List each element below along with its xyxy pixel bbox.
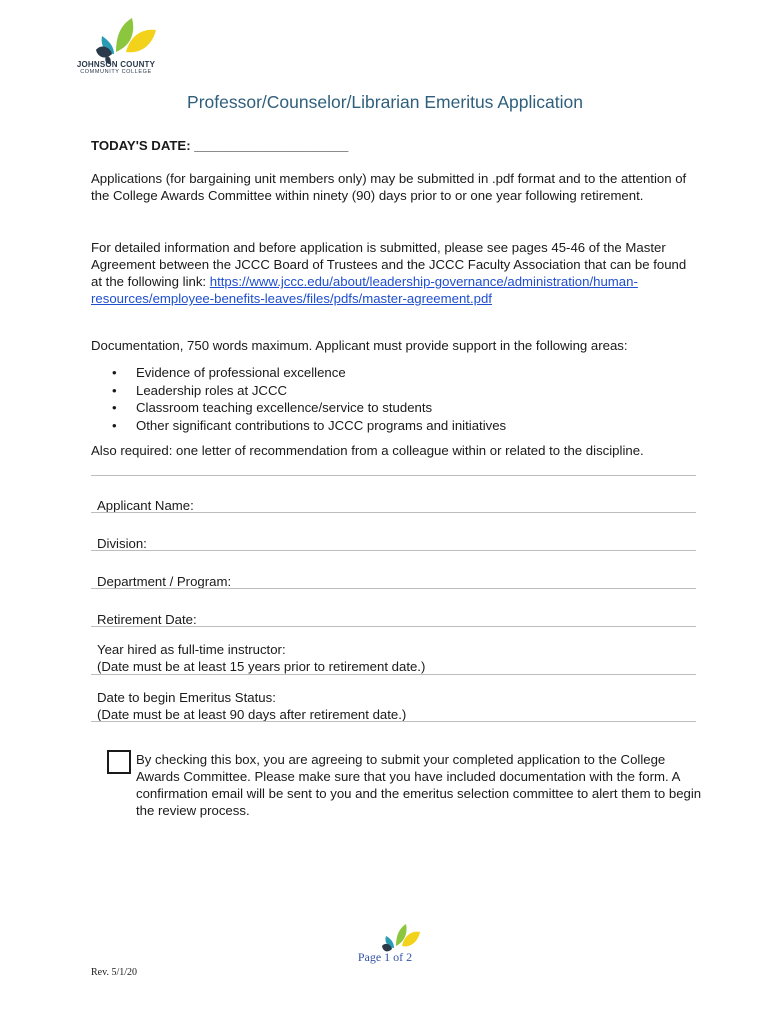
list-item [112, 417, 506, 435]
bullet-icon: • [112, 365, 117, 380]
division-label: Division: [97, 536, 147, 551]
revision-date: Rev. 5/1/20 [91, 967, 138, 978]
year-hired-input-line[interactable] [91, 674, 696, 675]
documentation-paragraph: Documentation, 750 words maximum. Applicant must provide support in the following areas: [91, 338, 628, 353]
list-item-text: Other significant contributions to JCCC programs and initiatives [136, 417, 507, 433]
section-divider [91, 475, 696, 476]
list-item [112, 382, 506, 400]
list-item-text: Classroom teaching excellence/service to students [136, 400, 433, 415]
division-input-line[interactable] [91, 550, 696, 551]
recommendation-paragraph: Also required: one letter of recommendation from a colleague within or related to the discipline. [91, 443, 644, 458]
bullet-icon: • [112, 400, 117, 415]
bullet-icon: • [112, 382, 117, 398]
applicant-name-input-line[interactable] [91, 512, 696, 513]
todays-date-field[interactable]: TODAY'S DATE: _____________________ [91, 138, 349, 153]
information-text: For detailed information and before application is submitted, please see pages 45-46 of the Master Agreement between the JCCC Board of Trustees and the JCCC Faculty Association that can be found at the following link: [91, 240, 687, 289]
page-title: Professor/Counselor/Librarian Emeritus Application [187, 92, 583, 112]
department-input-line[interactable] [91, 588, 696, 589]
emeritus-date-input-line[interactable] [91, 721, 696, 722]
page-number: Page 1 of 2 [357, 950, 413, 964]
master-agreement-link[interactable]: https://www.jccc.edu/about/leadership-governance/administration/human-resources/employee-benefits-leaves/files/pdfs/master-agreement.pdf [91, 274, 638, 306]
year-hired-label: Year hired as full-time instructor: [97, 642, 286, 657]
retirement-date-input-line[interactable] [91, 626, 696, 627]
logo-line-2: COMMUNITY COLLEGE [80, 69, 152, 75]
list-item-text: Evidence of professional excellence [136, 365, 346, 380]
list-item-text: Leadership roles at JCCC [136, 382, 287, 398]
information-paragraph [91, 239, 691, 307]
consent-text: By checking this box, you are agreeing to submit your completed application to the College Awards Committee. Please make sure that you have included documentation with the form. A confirmation email will be sent to you and the emeritus selection committee to alert them to begin the review process. [136, 752, 702, 818]
department-label: Department / Program: [97, 574, 232, 589]
list-item [112, 364, 506, 382]
year-hired-note: (Date must be at least 15 years prior to retirement date.) [97, 659, 426, 674]
logo-line-1: JOHNSON COUNTY [76, 60, 156, 69]
bullet-icon: • [112, 417, 117, 433]
logo-wordmark [70, 60, 162, 76]
submission-paragraph: Applications (for bargaining unit members only) may be submitted in .pdf format and to the attention of the College Awards Committee within ninety (90) days prior to or one year following retirement. [91, 171, 687, 203]
consent-checkbox[interactable] [107, 750, 131, 774]
applicant-name-label: Applicant Name: [97, 498, 194, 513]
support-areas-list [112, 364, 506, 434]
list-item [112, 399, 506, 417]
emeritus-date-label: Date to begin Emeritus Status: [97, 690, 276, 705]
emeritus-date-note: (Date must be at least 90 days after retirement date.) [97, 707, 407, 722]
retirement-date-label: Retirement Date: [97, 612, 197, 627]
